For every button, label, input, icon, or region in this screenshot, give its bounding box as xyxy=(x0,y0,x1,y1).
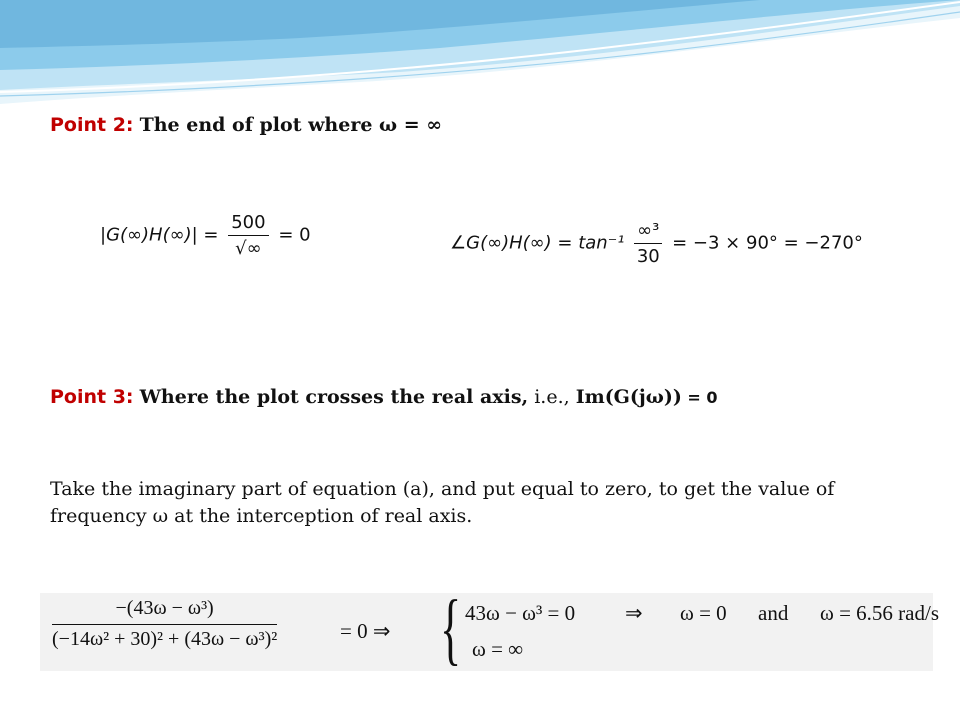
case2-equation: ω = ∞ xyxy=(472,637,524,661)
point3-im-expression: Im(G(jω)) xyxy=(575,386,682,408)
angle-rhs: = −3 × 90° = −270° xyxy=(672,232,863,254)
final-fraction xyxy=(52,597,277,651)
final-denominator: (−14ω² + 30)² + (43ω − ω³)² xyxy=(52,628,278,650)
instruction-paragraph: Take the imaginary part of equation (a), and put equal to zero, to get the value of frequency ω at the interception of real axis. xyxy=(50,478,835,527)
point3-label: Point 3: xyxy=(50,386,134,408)
solution-6-56: ω = 6.56 rad/s xyxy=(820,601,939,625)
point3-title: Where the plot crosses the real axis, xyxy=(139,386,529,408)
left-brace: { xyxy=(440,585,462,673)
header-swoosh-decoration xyxy=(0,0,960,120)
angle-lhs: ∠G(∞)H(∞) = tan⁻¹ xyxy=(450,232,625,254)
case1-equation: 43ω − ω³ = 0 xyxy=(465,601,576,625)
point3-heading xyxy=(50,385,718,410)
solution-zero: ω = 0 xyxy=(680,601,727,625)
point3-ie: i.e., xyxy=(528,386,576,408)
implies-arrow: ⇒ xyxy=(625,601,643,625)
magnitude-denominator: √∞ xyxy=(235,238,262,259)
point3-equals-zero: = 0 xyxy=(681,388,718,407)
point2-heading xyxy=(50,113,442,137)
angle-denominator: 30 xyxy=(636,246,660,267)
point2-title: The end of plot where ω = ∞ xyxy=(139,114,443,136)
point2-label: Point 2: xyxy=(50,114,134,136)
angle-equation xyxy=(450,220,863,267)
angle-numerator: ∞³ xyxy=(634,220,662,244)
magnitude-equation xyxy=(100,212,311,259)
and-word: and xyxy=(758,601,789,625)
magnitude-rhs: = 0 xyxy=(278,224,311,246)
final-numerator: −(43ω − ω³) xyxy=(52,597,277,625)
final-equals-zero: = 0 ⇒ xyxy=(340,619,391,643)
magnitude-numerator: 500 xyxy=(228,212,268,236)
magnitude-fraction xyxy=(228,212,268,259)
angle-fraction xyxy=(634,220,662,267)
final-equation-image xyxy=(40,585,939,673)
magnitude-lhs: |G(∞)H(∞)| = xyxy=(100,224,219,246)
